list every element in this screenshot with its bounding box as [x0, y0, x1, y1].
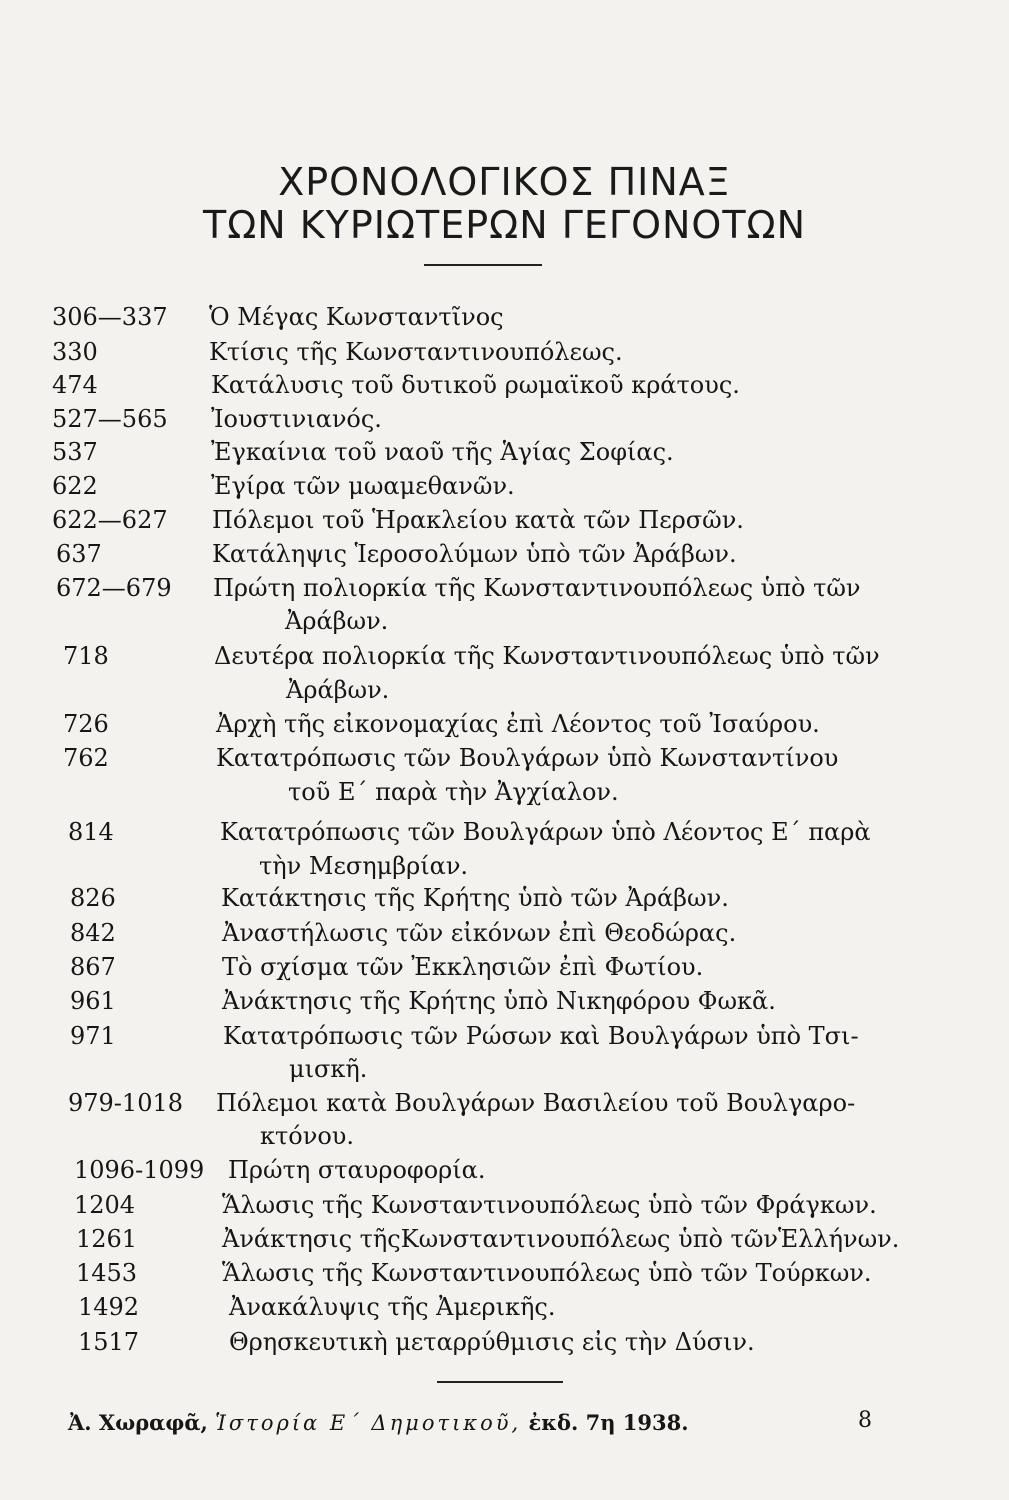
- entry-text: Ἀνάκτησις τῆς Κρήτης ὑπὸ Νικηφόρου Φωκᾶ.: [222, 987, 776, 1015]
- entry-date: 762: [63, 744, 109, 772]
- entry-date: 842: [70, 919, 116, 947]
- entry-text: Ἀνάκτησις τῆςΚωνσταντινουπόλεως ὑπὸ τῶνἙλλήνων.: [222, 1225, 900, 1253]
- entry-text-continuation: Ἀράβων.: [286, 676, 390, 704]
- entry-text: Τὸ σχίσμα τῶν Ἐκκλησιῶν ἐπὶ Φωτίου.: [222, 953, 704, 981]
- entry-date: 1453: [76, 1259, 138, 1287]
- entry-text: Ἰουστινιανός.: [211, 405, 382, 433]
- page-number: 8: [858, 1408, 872, 1433]
- entry-text: Κατατρόπωσις τῶν Βουλγάρων ὑπὸ Κωνσταντίνου: [216, 744, 839, 772]
- entry-date: 1204: [74, 1191, 136, 1219]
- entry-text: Δευτέρα πολιορκία τῆς Κωνσταντινουπόλεως ὑπὸ τῶν: [214, 642, 880, 670]
- entry-text: Πρώτη πολιορκία τῆς Κωνσταντινουπόλεως ὑπὸ τῶν: [213, 574, 861, 602]
- footer-divider: [437, 1381, 563, 1383]
- entry-text: Ἐγκαίνια τοῦ ναοῦ τῆς Ἁγίας Σοφίας.: [211, 438, 674, 466]
- entry-date: 474: [52, 371, 98, 399]
- entry-text: Θρησκευτικὴ μεταρρύθμισις εἰς τὴν Δύσιν.: [229, 1328, 755, 1356]
- entry-text: Πόλεμοι κατὰ Βουλγάρων Βασιλείου τοῦ Βουλγαρο-: [216, 1089, 856, 1117]
- entry-text-continuation: τὴν Μεσημβρίαν.: [259, 852, 469, 880]
- entry-text: Ἐγίρα τῶν μωαμεθανῶν.: [211, 472, 515, 500]
- entry-date: 814: [68, 818, 114, 846]
- entry-text: Κατάληψις Ἱεροσολύμων ὑπὸ τῶν Ἀράβων.: [212, 540, 737, 568]
- entry-text: Ὁ Μέγας Κωνσταντῖνος: [209, 303, 504, 331]
- entry-text-continuation: μισκῆ.: [289, 1055, 368, 1083]
- entry-text: Κτίσις τῆς Κωνσταντινουπόλεως.: [209, 338, 623, 366]
- entry-date: 527—565: [52, 405, 168, 433]
- entry-date: 971: [70, 1022, 116, 1050]
- entry-text: Ἀνακάλυψις τῆς Ἀμερικῆς.: [229, 1293, 556, 1321]
- entry-date: 622—627: [52, 506, 168, 534]
- entry-text: Ἅλωσις τῆς Κωνσταντινουπόλεως ὑπὸ τῶν Τούρκων.: [222, 1259, 872, 1287]
- entry-date: 979-1018: [68, 1089, 183, 1117]
- entry-date: 1492: [78, 1293, 140, 1321]
- title-divider: [424, 264, 542, 266]
- entry-date: 622: [52, 472, 98, 500]
- entry-date: 306—337: [52, 303, 168, 331]
- entry-text: Ἀρχὴ τῆς εἰκονομαχίας ἐπὶ Λέοντος τοῦ Ἰσαύρου.: [216, 710, 820, 738]
- entry-date: 826: [70, 884, 116, 912]
- entry-date: 637: [56, 540, 102, 568]
- entry-date: 718: [63, 642, 109, 670]
- footer-citation: [68, 1410, 689, 1435]
- entry-date: 1096-1099: [74, 1156, 205, 1184]
- footer-author: Ἀ. Χωραφᾶ,: [68, 1410, 208, 1435]
- entry-text: Πόλεμοι τοῦ Ἡρακλείου κατὰ τῶν Περσῶν.: [212, 506, 744, 534]
- entry-date: 1517: [78, 1328, 140, 1356]
- entry-date: 1261: [76, 1225, 138, 1253]
- footer-book-title: Ἱστορία Ε΄ Δημοτικοῦ,: [215, 1411, 522, 1435]
- footer-edition: ἐκδ. 7η 1938.: [528, 1410, 689, 1435]
- entry-date: 672—679: [56, 574, 172, 602]
- entry-date: 961: [70, 987, 116, 1015]
- entry-text: Ἅλωσις τῆς Κωνσταντινουπόλεως ὑπὸ τῶν Φράγκων.: [222, 1191, 877, 1219]
- entry-date: 867: [70, 953, 116, 981]
- entry-text: Κατατρόπωσις τῶν Βουλγάρων ὑπὸ Λέοντος Ε΄ παρὰ: [220, 818, 871, 846]
- title-line-1: ΧΡΟΝΟΛΟΓΙΚΟΣ ΠΙΝΑΞ: [278, 160, 731, 204]
- entry-text: Ἀναστήλωσις τῶν εἰκόνων ἐπὶ Θεοδώρας.: [222, 919, 737, 947]
- entry-date: 537: [52, 438, 98, 466]
- entry-text-continuation: Ἀράβων.: [285, 607, 389, 635]
- entry-date: 726: [63, 710, 109, 738]
- entry-text: Κατατρόπωσις τῶν Ρώσων καὶ Βουλγάρων ὑπὸ Τσι-: [223, 1022, 859, 1050]
- entry-date: 330: [52, 338, 98, 366]
- entry-text-continuation: κτόνου.: [260, 1122, 354, 1150]
- entry-text-continuation: τοῦ Ε΄ παρὰ τὴν Ἀγχίαλον.: [288, 778, 619, 806]
- entry-text: Κατάκτησις τῆς Κρήτης ὑπὸ τῶν Ἀράβων.: [221, 884, 729, 912]
- entry-text: Κατάλυσις τοῦ δυτικοῦ ρωμαϊκοῦ κράτους.: [211, 371, 740, 399]
- entry-text: Πρώτη σταυροφορία.: [228, 1156, 486, 1184]
- title-line-2: ΤΩΝ ΚΥΡΙΩΤΕΡΩΝ ΓΕΓΟΝΟΤΩΝ: [203, 203, 806, 247]
